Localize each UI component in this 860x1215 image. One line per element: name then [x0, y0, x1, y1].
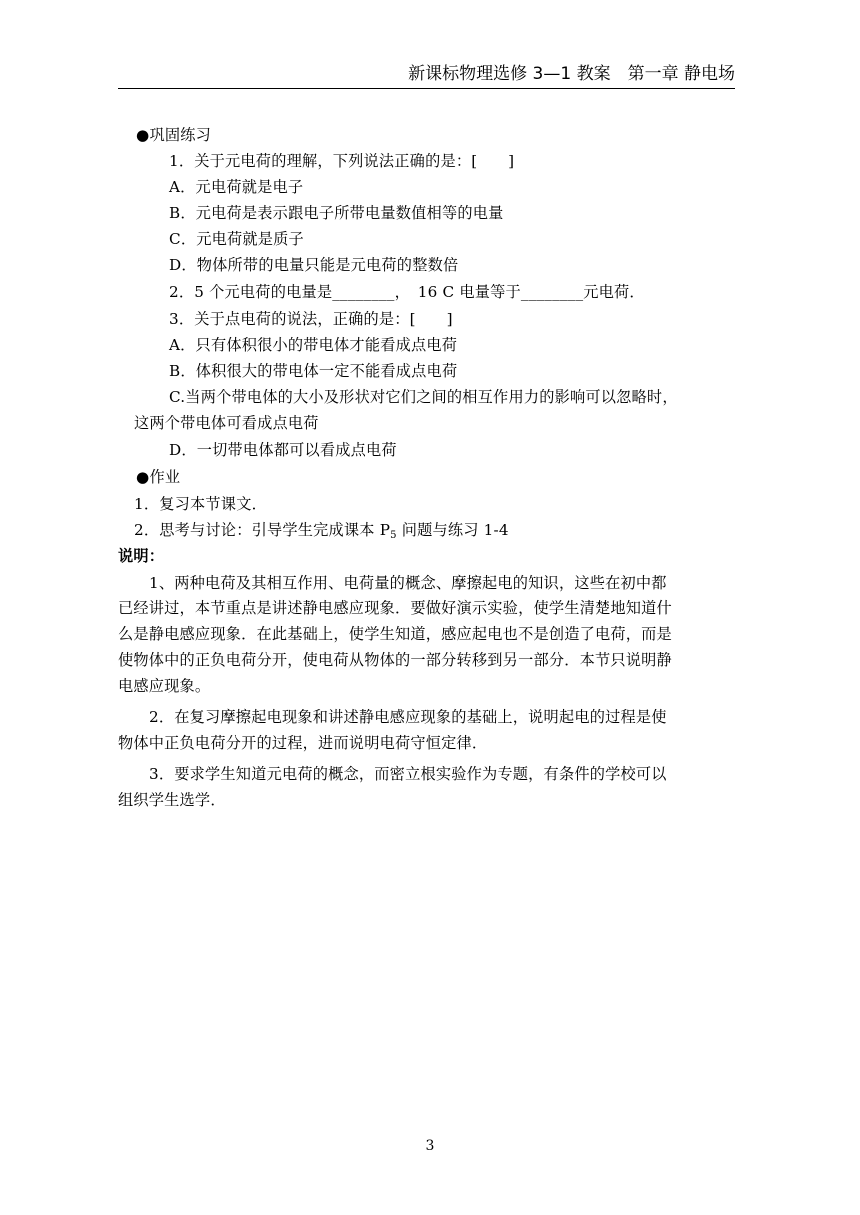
running-header: 新课标物理选修 3—1 教案 第一章 静电场 — [118, 63, 735, 89]
notes-paragraph-2-line: 物体中正负电荷分开的过程，进而说明电荷守恒定律． — [118, 734, 488, 752]
question-3-option-b: B．体积很大的带电体一定不能看成点电荷 — [169, 362, 458, 380]
notes-paragraph-3-line: 组织学生选学． — [118, 791, 226, 809]
question-3-option-d: D．一切带电体都可以看成点电荷 — [169, 441, 397, 459]
question-1-stem: 1．关于元电荷的理解，下列说法正确的是：[ ] — [169, 152, 515, 170]
question-1-option-c: C．元电荷就是质子 — [169, 230, 304, 248]
homework-item-1: 1．复习本节课文． — [134, 495, 267, 513]
homework-item-2-subscript: 5 — [390, 530, 397, 541]
question-3-option-c-line1: C.当两个带电体的大小及形状对它们之间的相互作用力的影响可以忽略时， — [169, 388, 678, 406]
homework-item-2-suffix: 问题与练习 1-4 — [396, 521, 509, 539]
exercise-heading: ●巩固练习 — [136, 126, 212, 144]
homework-heading: ●作业 — [136, 468, 181, 486]
question-3-option-c-line2: 这两个带电体可看成点电荷 — [134, 414, 319, 432]
page-number: 3 — [425, 1138, 435, 1154]
homework-item-2 — [134, 520, 509, 540]
notes-paragraph-1-line: 已经讲过，本节重点是讲述静电感应现象．要做好演示实验，使学生清楚地知道什 — [118, 599, 672, 617]
question-1-option-a: A．元电荷就是电子 — [169, 178, 304, 196]
notes-paragraph-1-line: 使物体中的正负电荷分开，使电荷从物体的一部分转移到另一部分．本节只说明静 — [118, 651, 672, 669]
notes-paragraph-3-line: 3．要求学生知道元电荷的概念，而密立根实验作为专题，有条件的学校可以 — [149, 765, 667, 783]
notes-paragraph-2-line: 2．在复习摩擦起电现象和讲述静电感应现象的基础上，说明起电的过程是使 — [149, 708, 667, 726]
question-3-option-a: A．只有体积很小的带电体才能看成点电荷 — [169, 336, 458, 354]
question-1-option-b: B．元电荷是表示跟电子所带电量数值相等的电量 — [169, 204, 504, 222]
question-1-option-d: D．物体所带的电量只能是元电荷的整数倍 — [169, 256, 459, 274]
notes-paragraph-1-line: 电感应现象。 — [118, 677, 211, 695]
notes-heading: 说明： — [118, 547, 165, 565]
question-3-stem: 3．关于点电荷的说法，正确的是：[ ] — [169, 310, 453, 328]
notes-paragraph-1-line: 么是静电感应现象．在此基础上，使学生知道，感应起电也不是创造了电荷，而是 — [118, 625, 672, 643]
notes-paragraph-1-line: 1、两种电荷及其相互作用、电荷量的概念、摩擦起电的知识，这些在初中都 — [149, 574, 667, 592]
question-2-stem: 2．5 个元电荷的电量是________， 16 C 电量等于________元电荷． — [169, 283, 645, 301]
homework-item-2-prefix: 2．思考与讨论：引导学生完成课本 P — [134, 521, 391, 539]
